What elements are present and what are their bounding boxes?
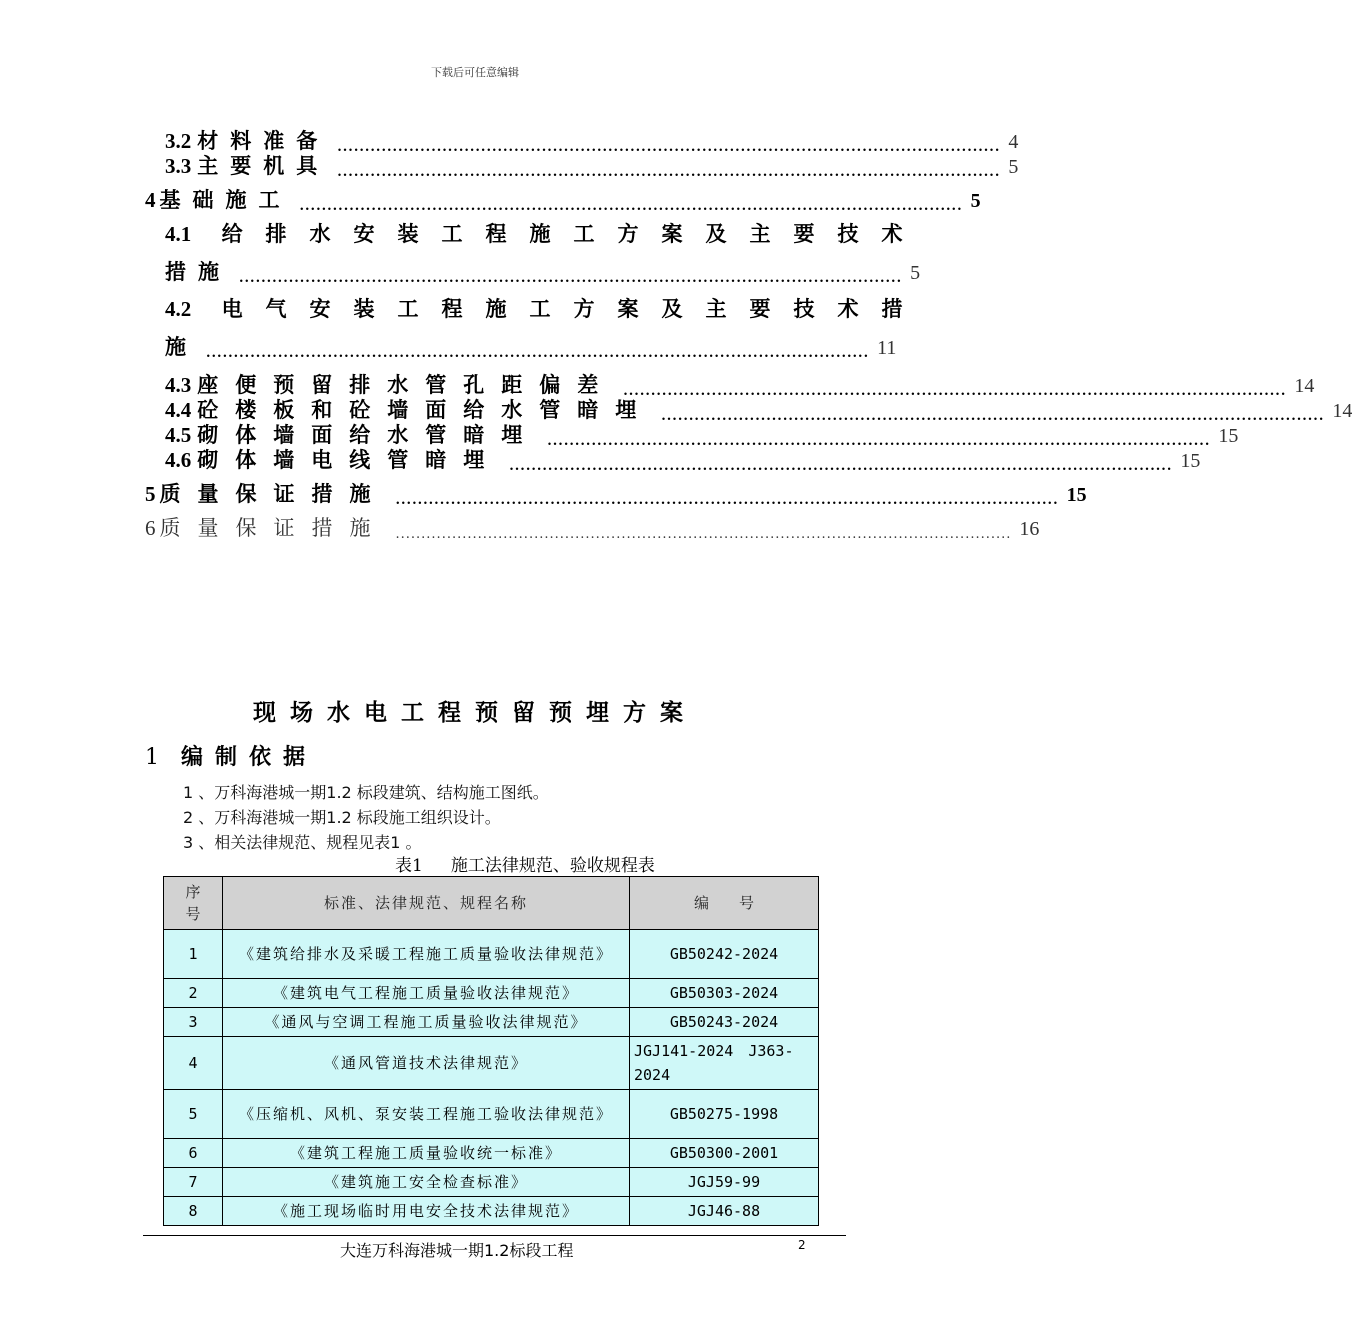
toc-label: 主要机具 [197, 153, 330, 178]
table-row [164, 1090, 819, 1139]
toc-leader: ........................................................................................................................ [337, 165, 1001, 180]
toc-page: 16 [1019, 518, 1040, 540]
header-code: 编 号 [630, 877, 819, 930]
table-caption [395, 851, 655, 876]
toc-leader: ........................................................................................................................ [395, 527, 1012, 542]
toc-page: 14 [1294, 375, 1315, 397]
toc-label: 材料准备 [197, 128, 330, 153]
toc-page: 5 [1008, 156, 1019, 178]
cell-code: GB50275-1998 [630, 1090, 819, 1139]
table-row [164, 979, 819, 1008]
cell-name: 《建筑给排水及采暖工程施工质量验收法律规范》 [223, 930, 630, 979]
footer-divider [143, 1235, 846, 1236]
toc-label: 电气安装工程施工方案及主要技术措 [221, 296, 926, 321]
toc-label: 砌体墙面给水管暗埋 [197, 422, 540, 447]
toc-num: 4 [145, 188, 156, 212]
toc-label: 质量保证措施 [159, 481, 388, 506]
cell-no: 2 [164, 979, 223, 1008]
cell-name: 《施工现场临时用电安全技术法律规范》 [223, 1197, 630, 1226]
toc-entry-line2 [165, 256, 921, 286]
toc-leader: ........................................................................................................................ [661, 409, 1325, 424]
table-row [164, 930, 819, 979]
toc-page: 15 [1066, 484, 1087, 506]
toc-label: 基础施工 [159, 187, 292, 212]
toc-leader: ........................................................................................................................ [337, 140, 1001, 155]
toc-leader: ........................................................................................................................ [299, 199, 963, 214]
cell-code: GB50243-2024 [630, 1008, 819, 1037]
header-note: 下载后可任意编辑 [431, 66, 519, 79]
cell-name: 《通风与空调工程施工质量验收法律规范》 [223, 1008, 630, 1037]
table-row [164, 1197, 819, 1226]
footer-text: 大连万科海港城一期1.2标段工程 [340, 1241, 574, 1260]
toc-page: 4 [1008, 131, 1019, 153]
table-caption-id: 表1 [395, 856, 423, 876]
cell-no: 3 [164, 1008, 223, 1037]
toc-leader: ........................................................................................................................ [623, 384, 1287, 399]
paragraph: 2 、万科海港城一期1.2 标段施工组织设计。 [183, 808, 501, 827]
standards-table [163, 876, 819, 1226]
header-seq: 序号 [164, 877, 223, 930]
toc-entry-line1 [165, 218, 926, 248]
toc-num: 4.6 [165, 448, 192, 472]
toc-label: 砌体墙电线管暗埋 [197, 447, 502, 472]
cell-code: GB50300-2001 [630, 1139, 819, 1168]
toc-label: 质量保证措施 [159, 516, 388, 540]
cell-name: 《通风管道技术法律规范》 [223, 1037, 630, 1090]
document-title: 现场水电工程预留预埋方案 [253, 699, 697, 726]
toc-num: 3.2 [165, 129, 192, 153]
toc-leader: ........................................................................................................................ [206, 346, 870, 361]
toc-entry-line2 [165, 331, 897, 361]
toc-leader: ........................................................................................................................ [547, 434, 1211, 449]
toc-page: 14 [1332, 400, 1352, 422]
cell-code: JGJ59-99 [630, 1168, 819, 1197]
toc-label: 措施 [165, 259, 231, 284]
toc-leader: ........................................................................................................................ [239, 271, 903, 286]
toc-entry-line1 [165, 293, 926, 323]
cell-code: JGJ141-2024 J363-2024 [630, 1037, 819, 1090]
toc-label: 座便预留排水管孔距偏差 [197, 372, 616, 397]
section-heading [145, 740, 317, 771]
page-number: 2 [798, 1238, 806, 1252]
cell-no: 1 [164, 930, 223, 979]
toc-entry [145, 184, 981, 214]
cell-name: 《建筑工程施工质量验收统一标准》 [223, 1139, 630, 1168]
paragraph: 1 、万科海港城一期1.2 标段建筑、结构施工图纸。 [183, 783, 549, 802]
cell-name: 《压缩机、风机、泵安装工程施工验收法律规范》 [223, 1090, 630, 1139]
toc-label: 施 [165, 334, 198, 359]
cell-code: JGJ46-88 [630, 1197, 819, 1226]
toc-page: 15 [1218, 425, 1239, 447]
toc-num: 6 [145, 516, 156, 540]
toc-num: 4.3 [165, 373, 192, 397]
toc-leader: ........................................................................................................................ [509, 459, 1173, 474]
toc-entry [165, 150, 1019, 180]
header-name: 标准、法律规范、规程名称 [223, 877, 630, 930]
toc-page: 5 [910, 262, 921, 284]
cell-no: 8 [164, 1197, 223, 1226]
toc-leader: ........................................................................................................................ [395, 493, 1059, 508]
cell-no: 4 [164, 1037, 223, 1090]
table-header-row [164, 877, 819, 930]
cell-name: 《建筑电气工程施工质量验收法律规范》 [223, 979, 630, 1008]
toc-num: 4.5 [165, 423, 192, 447]
table-row [164, 1139, 819, 1168]
toc-num: 3.3 [165, 154, 192, 178]
toc-entry [145, 512, 1040, 542]
table-row [164, 1037, 819, 1090]
toc-entry [165, 444, 1201, 474]
toc-entry [145, 478, 1087, 508]
toc-page: 11 [877, 337, 897, 359]
table-row [164, 1168, 819, 1197]
toc-num: 4.4 [165, 398, 192, 422]
toc-num: 4.1 [165, 222, 192, 246]
cell-name: 《建筑施工安全检查标准》 [223, 1168, 630, 1197]
toc-num: 5 [145, 482, 156, 506]
section-title: 编制依据 [181, 744, 318, 770]
toc-label: 给排水安装工程施工方案及主要技术 [221, 221, 926, 246]
cell-code: GB50303-2024 [630, 979, 819, 1008]
section-number: 1 [145, 745, 159, 770]
cell-no: 6 [164, 1139, 223, 1168]
table-caption-text: 施工法律规范、验收规程表 [450, 856, 655, 876]
cell-code: GB50242-2024 [630, 930, 819, 979]
table-row [164, 1008, 819, 1037]
toc-label: 砼楼板和砼墙面给水管暗埋 [197, 397, 654, 422]
cell-no: 5 [164, 1090, 223, 1139]
toc-page: 5 [970, 190, 981, 212]
toc-num: 4.2 [165, 297, 192, 321]
cell-no: 7 [164, 1168, 223, 1197]
toc-page: 15 [1180, 450, 1201, 472]
paragraph: 3 、相关法律规范、规程见表1 。 [183, 833, 422, 852]
